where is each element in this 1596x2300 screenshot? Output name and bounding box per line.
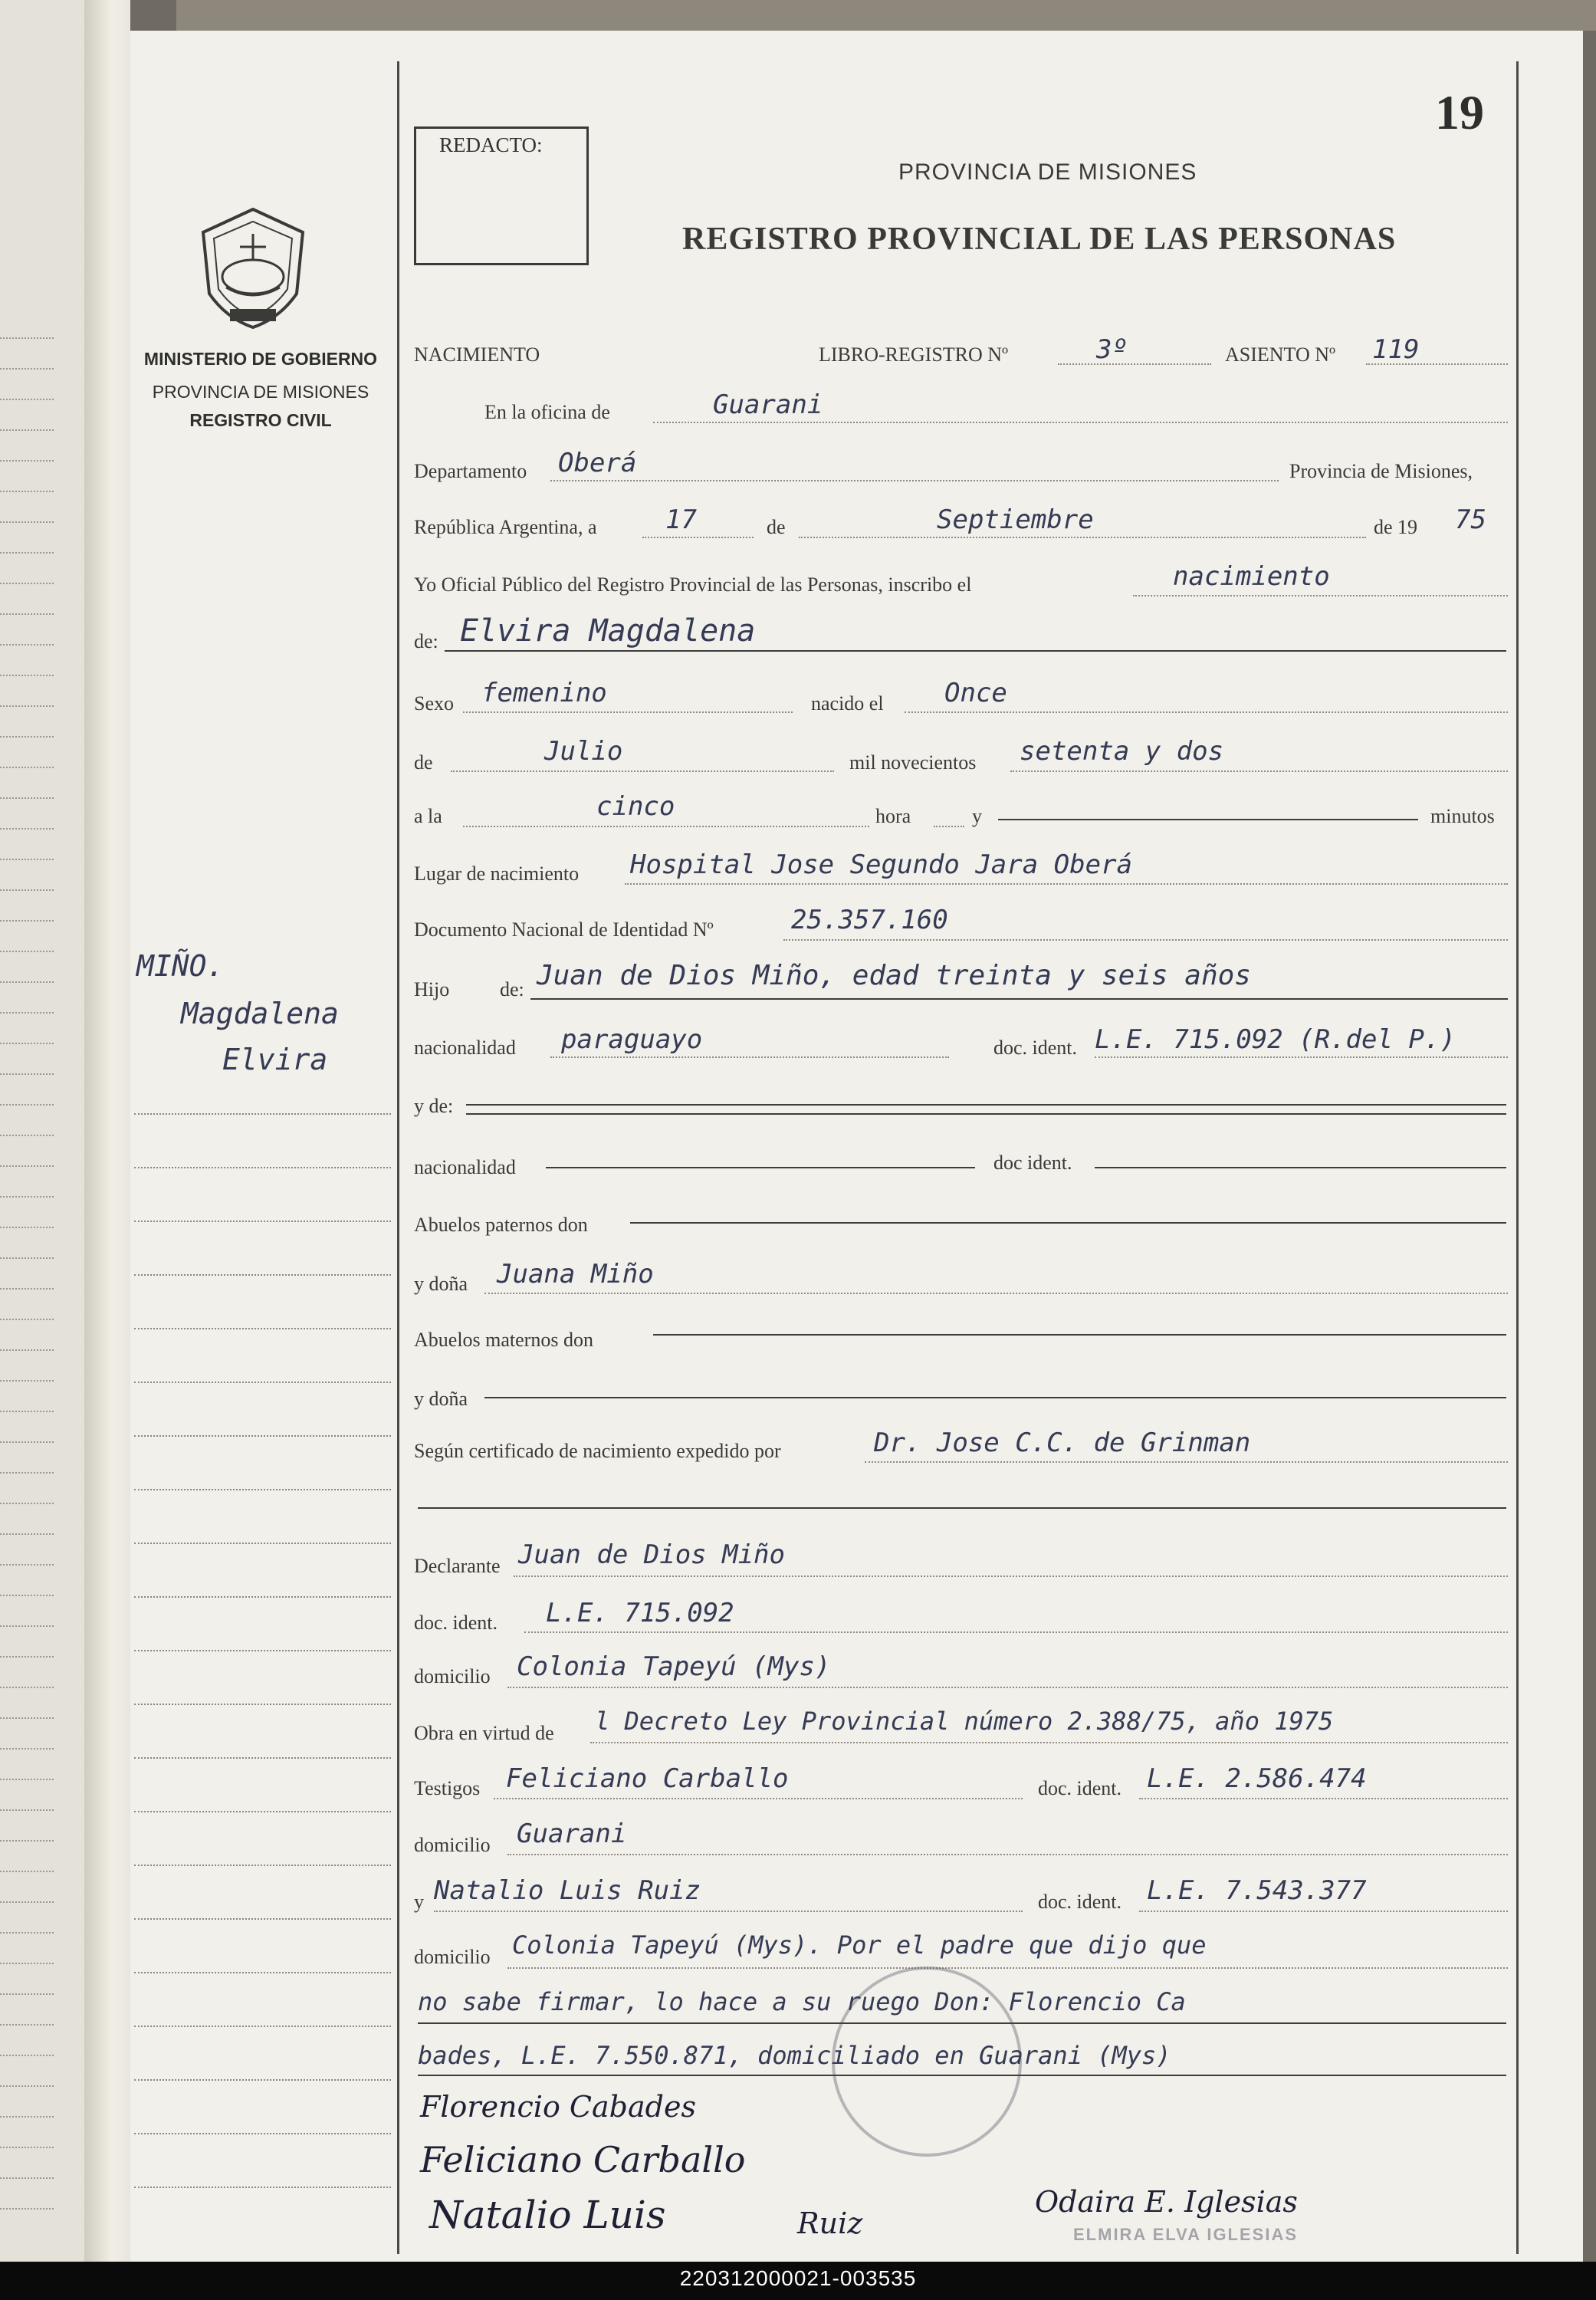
y-de-label: y de: [414, 1095, 454, 1117]
ministry-line-3: REGISTRO CIVIL [189, 410, 332, 430]
oficina-value: Guarani [713, 389, 823, 420]
nacionalidad-label: nacionalidad [414, 1037, 516, 1059]
redacto-box [414, 127, 589, 265]
testigo1-doc-value: L.E. 2.586.474 [1147, 1763, 1367, 1794]
declarante-label: Declarante [414, 1555, 501, 1577]
y-label: y [972, 805, 982, 827]
signature-natalio: Natalio Luis [429, 2193, 666, 2237]
name-value: Elvira Magdalena [460, 613, 756, 649]
margin-note-first-name: Elvira [222, 1043, 328, 1076]
nacido-value: Once [944, 678, 1007, 708]
registry-title: REGISTRO PROVINCIAL DE LAS PERSONAS [682, 222, 1397, 257]
inscribo-value: nacimiento [1173, 561, 1330, 592]
mil-value: setenta y dos [1020, 736, 1224, 767]
padre-value: Juan de Dios Miño, edad treinta y seis años [537, 960, 1251, 991]
month-value: Septiembre [937, 504, 1094, 535]
sexo-label: Sexo [414, 692, 454, 715]
signature-official: Odaira E. Iglesias [1035, 2185, 1298, 2219]
domicilio-label: domicilio [414, 1665, 491, 1687]
oficina-label: En la oficina de [484, 401, 610, 423]
y-testigo2-label: y [414, 1891, 424, 1913]
doc-ident-value: L.E. 715.092 (R.del P.) [1095, 1024, 1456, 1055]
testigo1-value: Feliciano Carballo [506, 1763, 789, 1794]
provincia-label: Provincia de Misiones, [1289, 460, 1473, 482]
libro-value: 3º [1096, 334, 1128, 365]
archive-id-bar [0, 2262, 1596, 2300]
de-name-label: de: [414, 630, 438, 652]
right-column-border [1516, 61, 1519, 2254]
official-seal-stamp [832, 1967, 1022, 2157]
province-header: PROVINCIA DE MISIONES [898, 159, 1197, 185]
y-dona-value: Juana Miño [497, 1259, 654, 1290]
yo-oficial-label: Yo Oficial Público del Registro Provincial de las Personas, inscribo el [414, 573, 972, 596]
dni-value: 25.357.160 [791, 905, 948, 935]
redacto-label: REDACTO: [439, 133, 543, 156]
testigos-label: Testigos [414, 1777, 481, 1799]
asiento-value: 119 [1372, 334, 1420, 365]
ministry-line-2: PROVINCIA DE MISIONES [152, 382, 369, 402]
domicilio-testigo1-value: Guarani [517, 1819, 627, 1849]
departamento-value: Oberá [558, 448, 637, 478]
de2-value: Julio [544, 736, 623, 767]
margin-note-surname: MIÑO. [136, 949, 225, 983]
hora-value: cinco [596, 791, 675, 822]
obra-value: l Decreto Ley Provincial número 2.388/75, año 1975 [595, 1707, 1334, 1736]
nacido-label: nacido el [811, 692, 884, 715]
nacionalidad-value: paraguayo [561, 1024, 703, 1055]
a-la-label: a la [414, 805, 442, 827]
continuation-line-1: no sabe firmar, lo hace a su ruego Don: Florencio Ca [418, 1987, 1186, 2016]
doc-ident-testigo2-label: doc. ident. [1038, 1891, 1122, 1913]
archive-id: 220312000021-003535 [679, 2266, 917, 2290]
ministry-line-1: MINISTERIO DE GOBIERNO [143, 349, 378, 369]
de2-label: de [414, 751, 433, 774]
declarante-value: Juan de Dios Miño [518, 1539, 785, 1570]
nacimiento-label: NACIMIENTO [414, 343, 540, 366]
domicilio-testigo1-label: domicilio [414, 1834, 491, 1856]
year-value: 75 [1455, 504, 1486, 535]
signature-ruiz: Ruiz [797, 2206, 863, 2240]
segun-label: Según certificado de nacimiento expedido por [414, 1440, 781, 1462]
sexo-value: femenino [481, 678, 607, 708]
signature-florencio: Florencio Cabades [420, 2090, 696, 2124]
official-name-stamp: ELMIRA ELVA IGLESIAS [1073, 2225, 1299, 2244]
doc-ident-label: doc. ident. [993, 1037, 1078, 1059]
de-label: de [767, 516, 786, 538]
mil-novecientos-label: mil novecientos [849, 751, 977, 774]
lugar-label: Lugar de nacimiento [414, 863, 580, 885]
day-value: 17 [665, 504, 697, 535]
signature-feliciano: Feliciano Carballo [420, 2139, 746, 2180]
margin-note-second-name: Magdalena [181, 997, 339, 1030]
domicilio-value: Colonia Tapeyú (Mys) [517, 1651, 831, 1682]
book-gutter [84, 0, 130, 2262]
nacionalidad-madre-label: nacionalidad [414, 1156, 516, 1178]
y-dona-label: y doña [414, 1273, 468, 1295]
libro-label: LIBRO-REGISTRO Nº [819, 343, 1009, 366]
abuelos-paternos-label: Abuelos paternos don [414, 1214, 588, 1236]
hijo-de-label: de: [500, 978, 524, 1001]
minutos-label: minutos [1430, 805, 1495, 827]
segun-value: Dr. Jose C.C. de Grinman [874, 1428, 1251, 1458]
obra-label: Obra en virtud de [414, 1722, 554, 1744]
abuelos-maternos-label: Abuelos maternos don [414, 1329, 593, 1351]
hijo-label: Hijo [414, 978, 450, 1001]
doc-ident-madre-label: doc ident. [993, 1152, 1072, 1174]
province-coat-of-arms-icon [195, 203, 310, 334]
doc-ident-declarante-label: doc. ident. [414, 1612, 498, 1634]
testigo2-value: Natalio Luis Ruiz [434, 1875, 701, 1906]
dni-label: Documento Nacional de Identidad Nº [414, 918, 714, 941]
testigo2-doc-value: L.E. 7.543.377 [1147, 1875, 1367, 1906]
lugar-value: Hospital Jose Segundo Jara Oberá [630, 849, 1133, 880]
republica-label: República Argentina, a [414, 516, 597, 538]
page-number: 19 [1435, 85, 1484, 140]
continuation-line-2: bades, L.E. 7.550.871, domiciliado en Guarani (Mys) [418, 2041, 1171, 2070]
departamento-label: Departamento [414, 460, 527, 482]
book-top-edge [176, 0, 1596, 31]
domicilio-testigo2-value: Colonia Tapeyú (Mys). Por el padre que dijo que [512, 1930, 1207, 1960]
hora-label: hora [875, 805, 911, 827]
doc-ident-testigo1-label: doc. ident. [1038, 1777, 1122, 1799]
doc-ident-declarante-value: L.E. 715.092 [546, 1598, 734, 1628]
y-dona-materna-label: y doña [414, 1388, 468, 1410]
year-label: de 19 [1374, 516, 1418, 538]
asiento-label: ASIENTO Nº [1225, 343, 1336, 366]
previous-page-edge [0, 0, 130, 2262]
domicilio-testigo2-label: domicilio [414, 1946, 491, 1968]
